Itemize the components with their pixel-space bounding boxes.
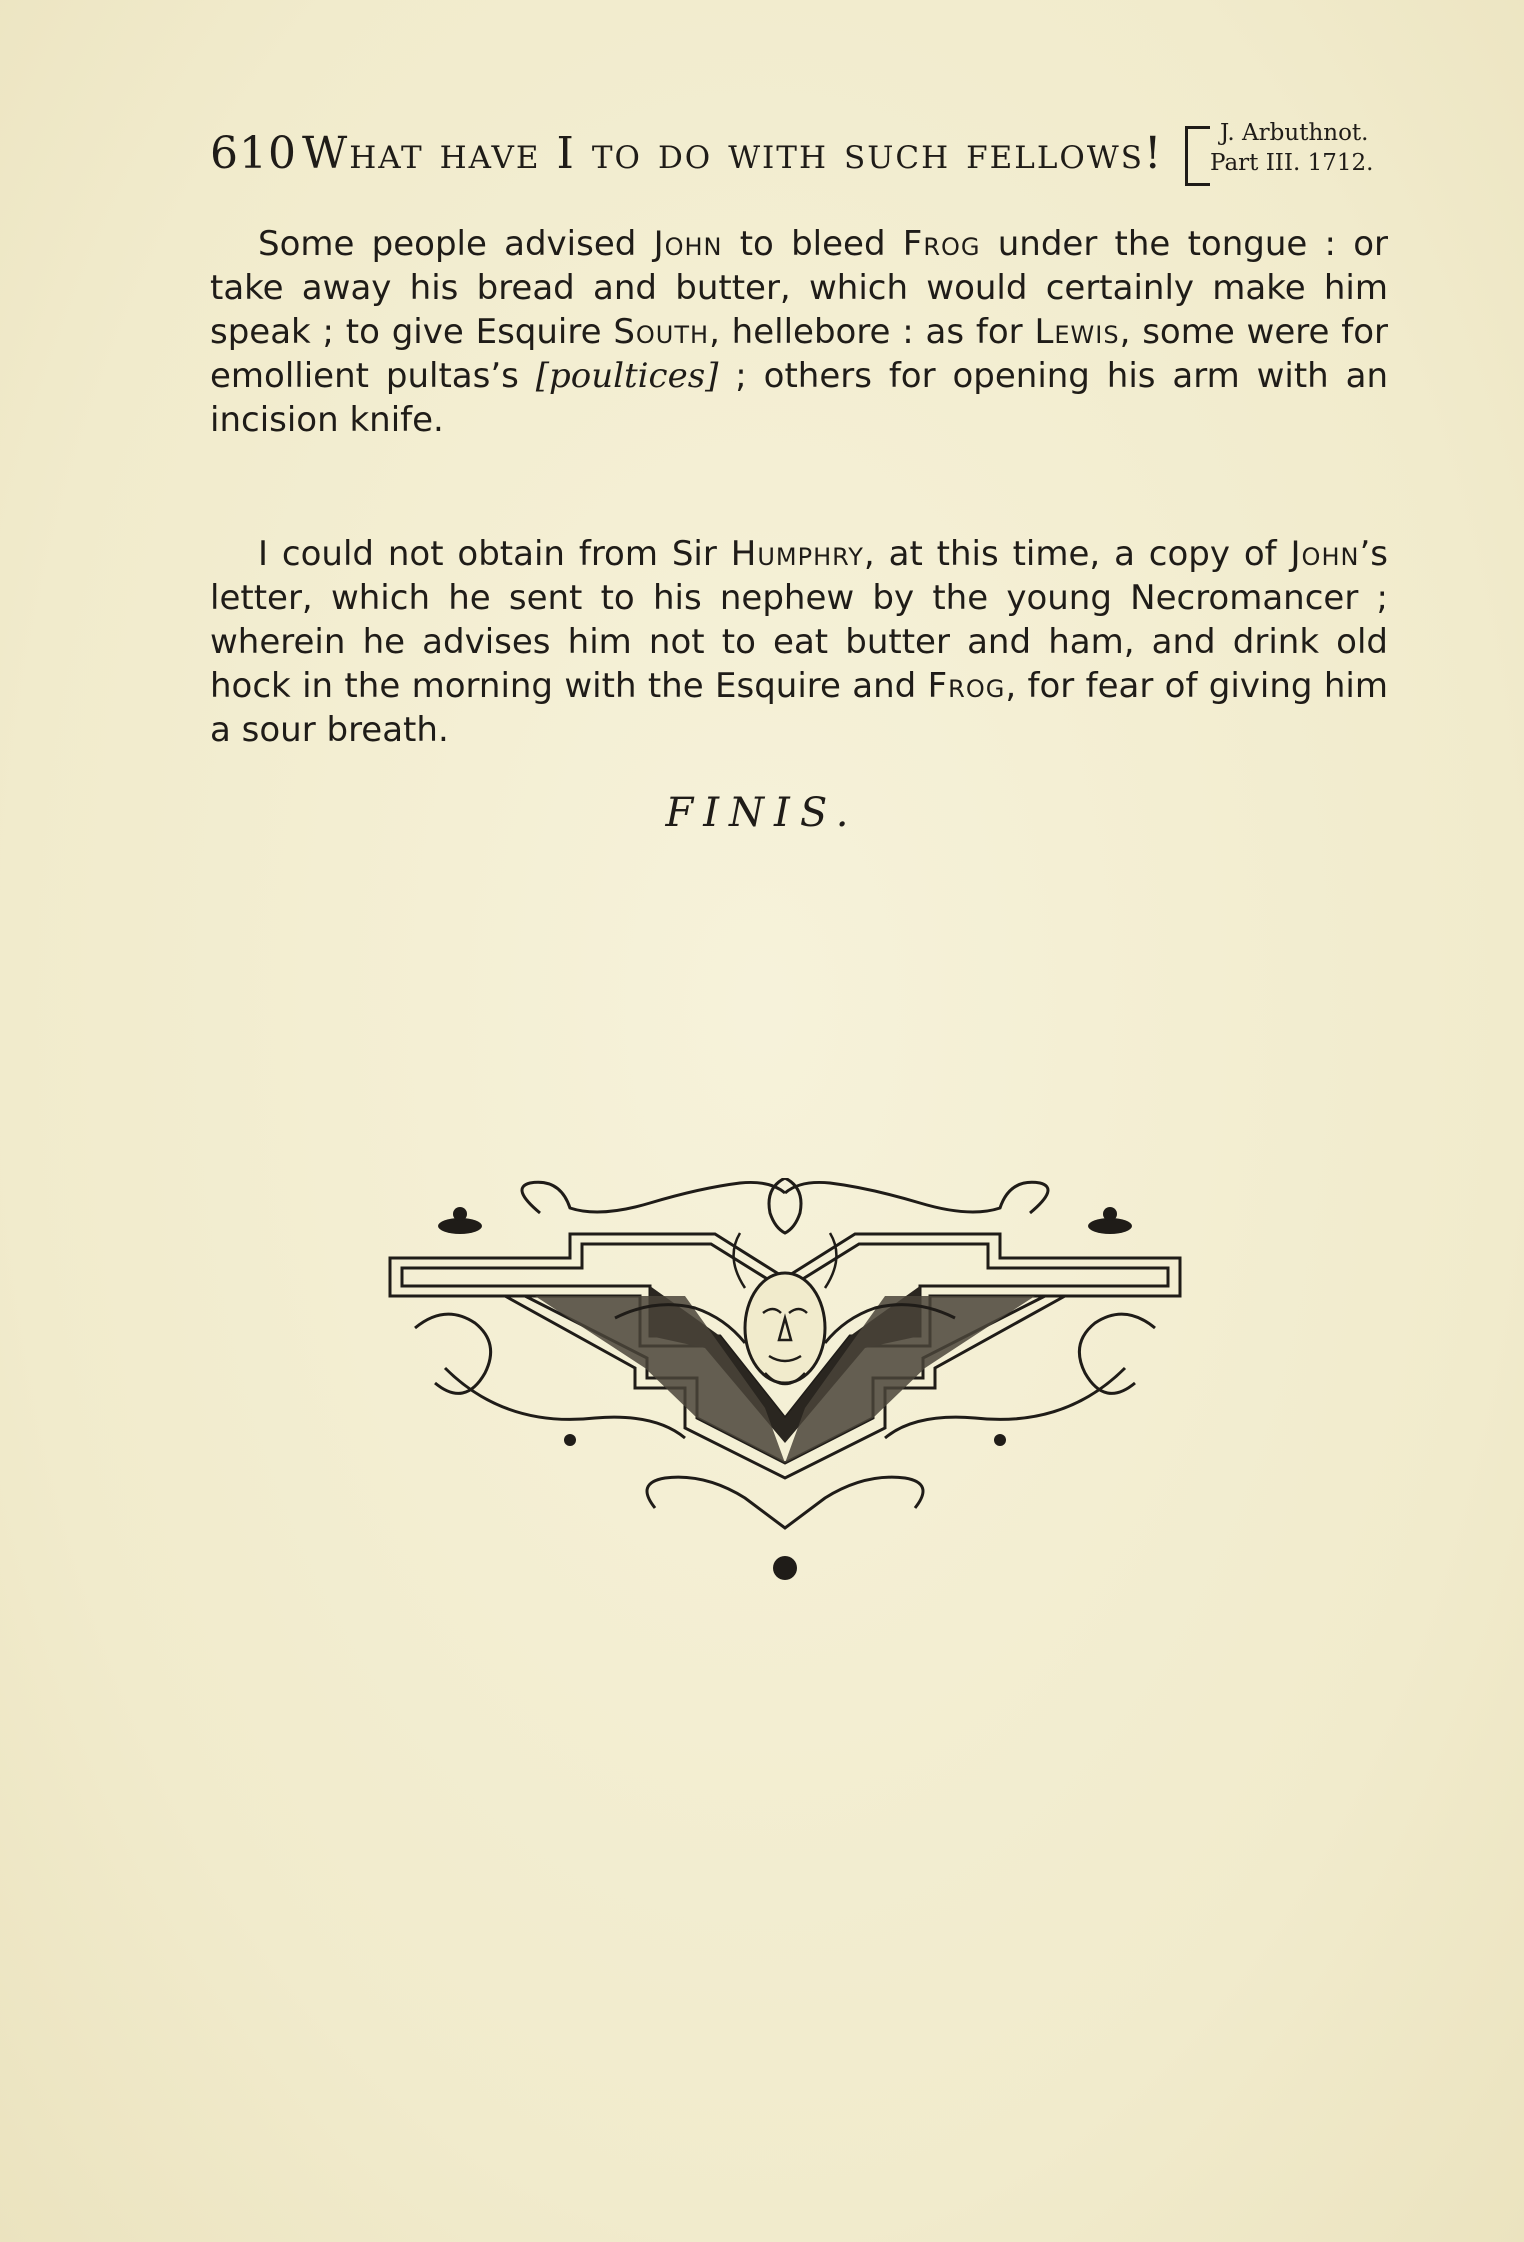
- name-john: John: [653, 224, 723, 264]
- paragraph-1: [210, 222, 1388, 442]
- paragraph-2: [210, 532, 1388, 752]
- finis-heading: FINIS.: [665, 790, 859, 836]
- text-run: under the tongue : or take away his bread and butter, which would certainly make him speak ; to give Esquire: [210, 224, 1388, 352]
- name-humphry: Humphry: [730, 534, 864, 574]
- name-lewis: Lewis: [1034, 312, 1120, 352]
- text-run: , at this time, a copy of: [863, 534, 1291, 574]
- name-south: South: [613, 312, 710, 352]
- name-frog: Frog: [927, 666, 1006, 706]
- running-title: What have I to do with such fellows!: [302, 128, 1164, 179]
- name-john: John: [1290, 534, 1360, 574]
- citation-part: Part III. 1712.: [1210, 150, 1374, 176]
- text-run: ; others for opening his arm with an incision knife.: [210, 356, 1388, 440]
- page-number: 610: [210, 128, 297, 179]
- ornamental-tailpiece: [385, 1178, 1185, 1583]
- text-run: , for fear of giving him a sour breath.: [210, 666, 1388, 750]
- text-run: I could not obtain from Sir: [258, 534, 731, 574]
- citation-author: J. Arbuthnot.: [1220, 120, 1369, 146]
- text-run: , hellebore : as for: [709, 312, 1035, 352]
- text-run: ’s letter, which he sent to his nephew by the young Necromancer ; wherein he advises him not to eat butter and ham, and drink old hock in the morning with the Esquire and: [210, 534, 1388, 706]
- text-run: to bleed: [722, 224, 903, 264]
- name-frog: Frog: [902, 224, 981, 264]
- gloss-poultices: [poultices]: [535, 356, 719, 396]
- running-head: [210, 118, 1400, 188]
- citation-bracket: [1185, 126, 1210, 186]
- text-run: , some were for emollient pultas’s: [210, 312, 1388, 396]
- text-run: Some people advised: [258, 224, 654, 264]
